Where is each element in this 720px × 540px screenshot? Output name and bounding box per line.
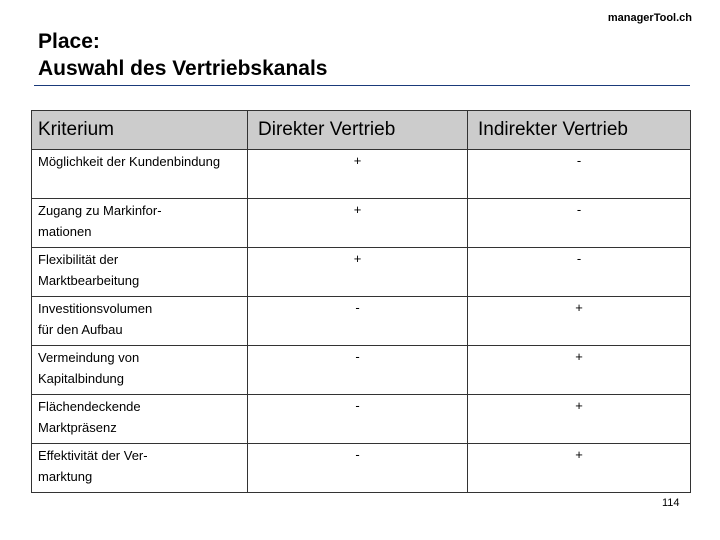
table-row bbox=[32, 248, 691, 297]
direct-sales-rating: + bbox=[248, 150, 468, 199]
criteria-table bbox=[31, 110, 691, 493]
criterion-line-1: Investitionsvolumen bbox=[38, 301, 153, 316]
criterion-line-2: Kapitalbindung bbox=[38, 371, 125, 386]
table-header-row bbox=[32, 111, 691, 150]
criterion-line-2: Marktpräsenz bbox=[38, 420, 117, 435]
indirect-sales-rating: - bbox=[468, 199, 691, 248]
header-direct-sales: Direkter Vertrieb bbox=[248, 111, 468, 150]
indirect-sales-rating: + bbox=[468, 346, 691, 395]
indirect-sales-rating: - bbox=[468, 150, 691, 199]
criterion-line-2: marktung bbox=[38, 469, 93, 484]
page-title bbox=[38, 28, 327, 82]
title-divider bbox=[34, 85, 690, 86]
brand-label: managerTool.ch bbox=[607, 12, 692, 24]
table-row bbox=[32, 199, 691, 248]
table-row bbox=[32, 444, 691, 493]
direct-sales-rating: - bbox=[248, 297, 468, 346]
criterion-line-1: Möglichkeit der Kundenbindung bbox=[38, 154, 221, 169]
indirect-sales-rating: - bbox=[468, 248, 691, 297]
table-row bbox=[32, 297, 691, 346]
criterion-line-1: Effektivität der Ver- bbox=[38, 448, 148, 463]
direct-sales-rating: + bbox=[248, 199, 468, 248]
page-number: 114 bbox=[662, 497, 680, 509]
criterion-line-1: Zugang zu Markinfor- bbox=[38, 203, 162, 218]
indirect-sales-rating: + bbox=[468, 395, 691, 444]
criterion-cell bbox=[32, 150, 248, 199]
criterion-cell bbox=[32, 444, 248, 493]
title-line-2: Auswahl des Vertriebskanals bbox=[38, 57, 328, 80]
title-line-1: Place: bbox=[38, 30, 100, 53]
direct-sales-rating: + bbox=[248, 248, 468, 297]
criterion-cell bbox=[32, 395, 248, 444]
header-indirect-sales: Indirekter Vertrieb bbox=[468, 111, 691, 150]
criterion-line-1: Flexibilität der bbox=[38, 252, 119, 267]
criterion-line-2: mationen bbox=[38, 224, 92, 239]
table-row bbox=[32, 150, 691, 199]
header-criterion: Kriterium bbox=[32, 111, 248, 150]
criterion-cell bbox=[32, 297, 248, 346]
direct-sales-rating: - bbox=[248, 395, 468, 444]
direct-sales-rating: - bbox=[248, 444, 468, 493]
criterion-cell bbox=[32, 346, 248, 395]
criterion-cell bbox=[32, 199, 248, 248]
table-row bbox=[32, 395, 691, 444]
criterion-line-1: Flächendeckende bbox=[38, 399, 141, 414]
indirect-sales-rating: + bbox=[468, 444, 691, 493]
criterion-cell bbox=[32, 248, 248, 297]
criterion-line-1: Vermeindung von bbox=[38, 350, 140, 365]
indirect-sales-rating: + bbox=[468, 297, 691, 346]
criterion-line-2: für den Aufbau bbox=[38, 322, 123, 337]
table-row bbox=[32, 346, 691, 395]
criterion-line-2: Marktbearbeitung bbox=[38, 273, 140, 288]
direct-sales-rating: - bbox=[248, 346, 468, 395]
